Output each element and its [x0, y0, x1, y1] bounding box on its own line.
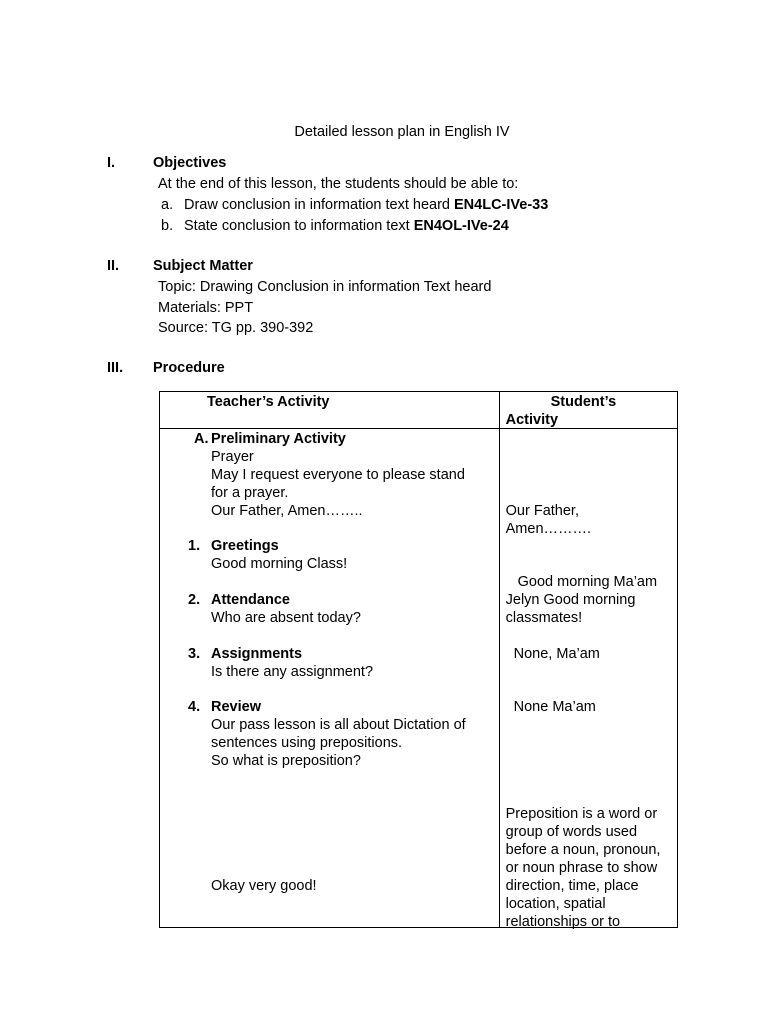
section-heading-objectives: Objectives — [153, 155, 227, 171]
review-title: Review — [211, 699, 261, 715]
subject-materials: Materials: PPT — [158, 300, 254, 316]
section-heading-procedure: Procedure — [153, 360, 225, 376]
document-title: Detailed lesson plan in English IV — [294, 124, 510, 140]
procedure-table — [159, 391, 678, 928]
objectives-intro: At the end of this lesson, the students should be able to: — [158, 176, 519, 192]
section-number-objectives: I. — [107, 155, 116, 171]
assignments-title: Assignments — [211, 646, 303, 662]
objective-code-a: EN4LC-IVe-33 — [454, 197, 549, 213]
student-none-1: None, Ma’am — [513, 646, 600, 662]
student-prep-6: location, spatial — [505, 896, 606, 912]
review-text-1: Our pass lesson is all about Dictation of — [211, 717, 466, 733]
section-number-subject-matter: II. — [107, 258, 120, 274]
section-heading-subject-matter: Subject Matter — [153, 258, 253, 274]
objective-letter-b: b. — [161, 218, 174, 234]
student-our-father-2: Amen………. — [505, 521, 592, 537]
teacher-activity-cell — [160, 429, 500, 928]
attendance-number: 2. — [188, 592, 201, 608]
student-prep-5: direction, time, place — [505, 878, 639, 894]
objective-item-b — [184, 217, 509, 235]
teacher-activity-header: Teacher’s Activity — [207, 394, 330, 410]
table-body-row — [160, 429, 678, 928]
teacher-activity-header-cell — [160, 392, 500, 429]
student-activity-header-2: Activity — [505, 412, 559, 428]
subject-topic: Topic: Drawing Conclusion in information Text heard — [158, 279, 492, 295]
student-prep-1: Preposition is a word or — [505, 806, 658, 822]
review-text-2: sentences using prepositions. — [211, 735, 403, 751]
prelim-label: A. — [194, 431, 209, 447]
student-greet-3: classmates! — [505, 610, 583, 626]
objective-letter-a: a. — [161, 197, 174, 213]
student-prep-4: or noun phrase to show — [505, 860, 658, 876]
greetings-text: Good morning Class! — [211, 556, 348, 572]
assignments-text: Is there any assignment? — [211, 664, 374, 680]
review-number: 4. — [188, 699, 201, 715]
objective-text-b: State conclusion to information text — [184, 218, 414, 234]
prelim-title: Preliminary Activity — [211, 431, 346, 447]
student-our-father-1: Our Father, — [505, 503, 579, 519]
greetings-title: Greetings — [211, 538, 279, 554]
objective-code-b: EN4OL-IVe-24 — [413, 218, 509, 234]
student-greet-2: Jelyn Good morning — [505, 592, 636, 608]
prayer-request-1: May I request everyone to please stand — [211, 467, 465, 483]
subject-source: Source: TG pp. 390-392 — [158, 320, 314, 336]
attendance-text: Who are absent today? — [211, 610, 361, 626]
student-none-2: None Ma’am — [513, 699, 596, 715]
objective-item-a — [184, 196, 548, 214]
section-number-procedure: III. — [107, 360, 124, 376]
review-text-3: So what is preposition? — [211, 753, 361, 769]
okay-very-good: Okay very good! — [211, 878, 317, 894]
prayer-label: Prayer — [211, 449, 254, 465]
student-greet-1: Good morning Ma’am — [517, 574, 658, 590]
student-prep-2: group of words used — [505, 824, 638, 840]
attendance-title: Attendance — [211, 592, 290, 608]
student-prep-7: relationships or to — [505, 914, 621, 930]
student-prep-3: before a noun, pronoun, — [505, 842, 661, 858]
objective-text-a: Draw conclusion in information text heard — [184, 197, 454, 213]
greetings-number: 1. — [188, 538, 201, 554]
table-header-row — [160, 392, 678, 429]
prayer-request-2: for a prayer. — [211, 485, 289, 501]
our-father-teacher: Our Father, Amen…….. — [211, 503, 363, 519]
student-activity-header-1: Student’s — [550, 394, 617, 410]
assignments-number: 3. — [188, 646, 201, 662]
student-activity-header-cell — [499, 392, 677, 429]
student-activity-cell — [499, 429, 677, 928]
